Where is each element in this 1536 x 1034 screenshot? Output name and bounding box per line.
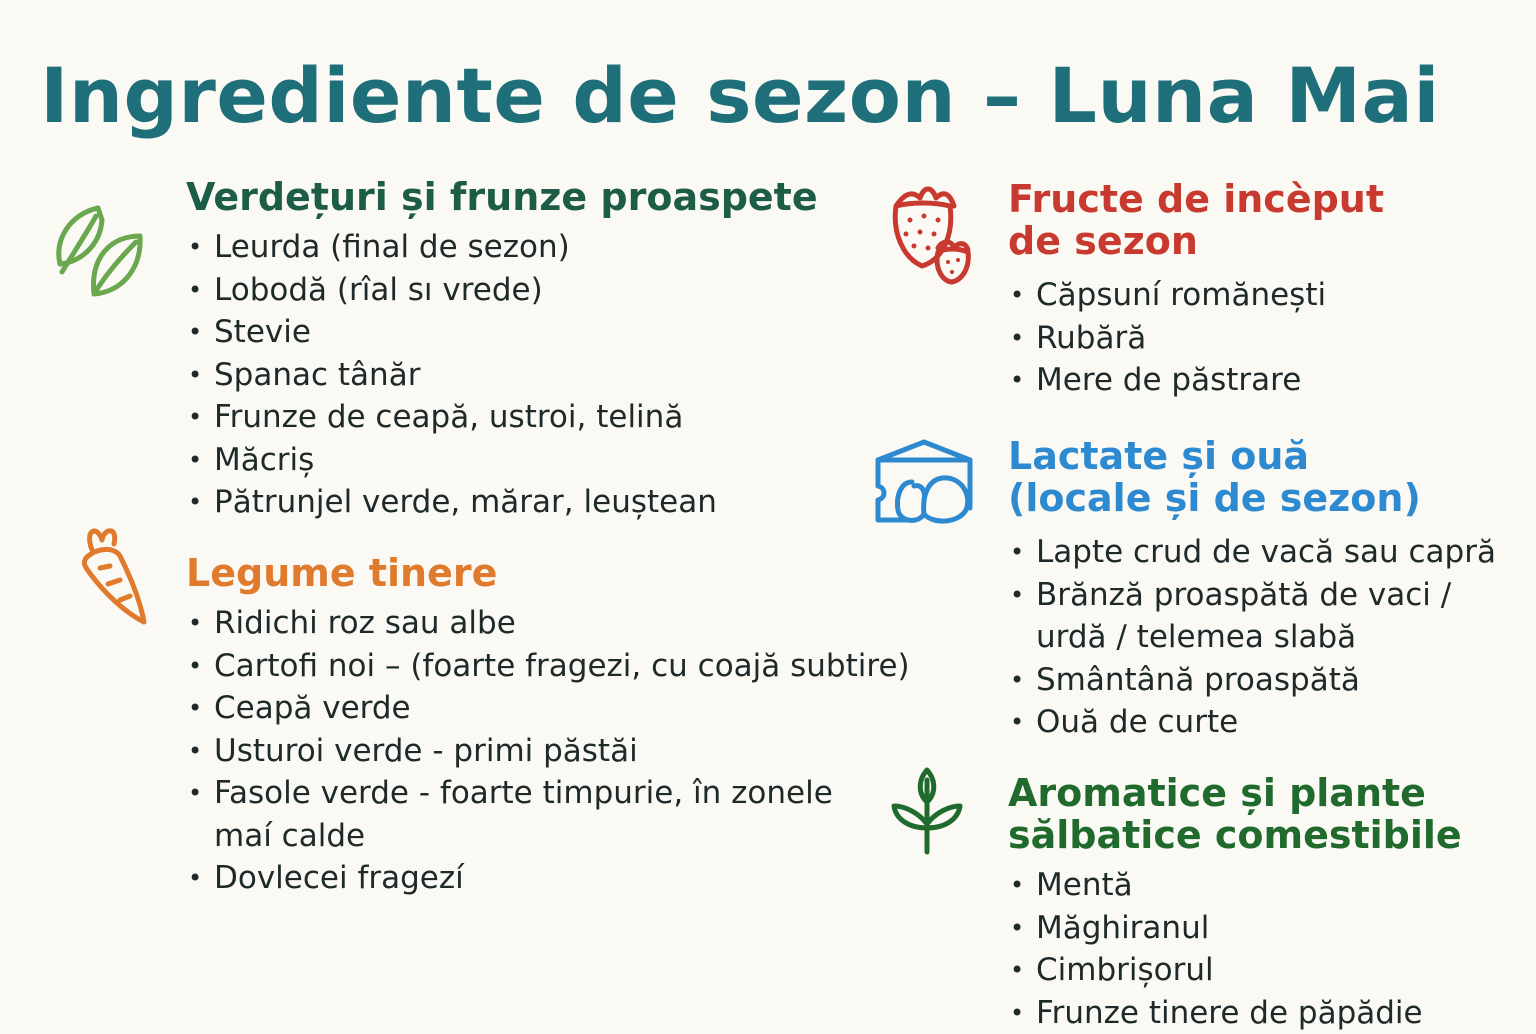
list-herbs: [1008, 864, 1528, 1034]
section-dairy: [1008, 435, 1528, 744]
carrot-icon: [74, 524, 154, 632]
list-item: • Pătrunjel verde, mărar, leuștean: [186, 481, 886, 524]
section-heading-fruits: [1008, 178, 1508, 262]
list-item: • Ouă de curte: [1008, 701, 1478, 744]
section-heading-dairy: [1008, 435, 1528, 519]
heading-line: (locale și de sezon): [1008, 476, 1421, 520]
heading-line: Lactate și ouă: [1008, 434, 1309, 478]
list-item: • Usturoi verde - primi păstăi: [186, 730, 846, 773]
page-title: Ingrediente de sezon – Luna Mai: [0, 48, 1480, 144]
list-dairy: [1008, 531, 1478, 744]
list-item: • Lobodă (rîal sı vrede): [186, 269, 886, 312]
list-vegetables: [186, 602, 846, 900]
list-fruits: [1008, 274, 1508, 402]
section-heading-greens: Verdețuri și frunze proaspete: [186, 176, 886, 218]
leaves-icon: [50, 202, 146, 302]
list-item: • Frunze tinere de păpădie: [1008, 992, 1528, 1034]
list-item: • Lapte crud de vacă sau capră: [1008, 531, 1478, 574]
list-item: • Ridichi roz sau albe: [186, 602, 846, 645]
cheese-eggs-icon: [874, 438, 974, 530]
heading-line: sălbatice comestibile: [1008, 813, 1462, 857]
section-fruits: [1008, 178, 1508, 402]
section-herbs: [1008, 772, 1528, 1034]
section-vegetables: [186, 552, 926, 900]
list-item: • Ceapă verde: [186, 687, 846, 730]
list-item: • Mentă: [1008, 864, 1528, 907]
section-heading-vegetables: Legume tinere: [186, 552, 926, 594]
strawberry-icon: [888, 178, 974, 288]
list-item: • Căpsuní romănești: [1008, 274, 1508, 317]
heading-line: de sezon: [1008, 219, 1198, 263]
section-heading-herbs: [1008, 772, 1528, 856]
list-item: • Brănză proaspătă de vaci / urdă / telemea slabă: [1008, 574, 1478, 659]
list-item: • Rubără: [1008, 317, 1508, 360]
list-item: • Măcriș: [186, 439, 886, 482]
list-item: • Cartofi noi – (foarte fragezi, cu coajă subtire): [186, 645, 846, 688]
list-item: • Frunze de ceapă, ustroi, telină: [186, 396, 886, 439]
list-item: • Cimbrișorul: [1008, 949, 1528, 992]
list-item: • Fasole verde - foarte timpurie, în zonele maí calde: [186, 772, 846, 857]
heading-line: Fructe de incèput: [1008, 177, 1384, 221]
list-item: • Spanac tânăr: [186, 354, 886, 397]
list-item: • Stevie: [186, 311, 886, 354]
section-greens: [186, 176, 886, 524]
list-item: • Dovlecei fragezí: [186, 857, 846, 900]
list-item: • Mere de păstrare: [1008, 359, 1508, 402]
list-item: • Smântână proaspătă: [1008, 659, 1478, 702]
list-item: • Măghiranul: [1008, 907, 1528, 950]
list-item: • Leurda (final de sezon): [186, 226, 886, 269]
list-greens: [186, 226, 886, 524]
heading-line: Aromatice și plante: [1008, 771, 1426, 815]
